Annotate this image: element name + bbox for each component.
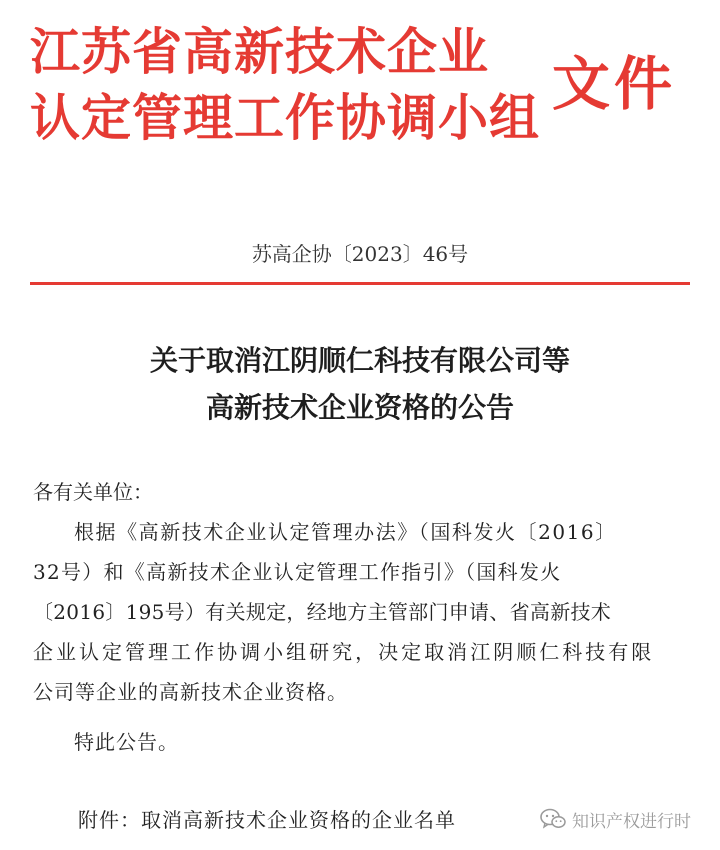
wechat-icon: [540, 808, 566, 830]
body-paragraph-line: 〔2016〕195号）有关规定，经地方主管部门申请、省高新技术: [33, 600, 612, 624]
document-number: 苏高企协〔2023〕46号: [251, 242, 469, 266]
body-paragraph-line: 企业认定管理工作协调小组研究，决定取消江阴顺仁科技有限: [33, 640, 655, 664]
announcement-title-line-1: 关于取消江阴顺仁科技有限公司等: [149, 344, 570, 377]
header-title-line-1: 江苏省高新技术企业: [30, 23, 489, 81]
closing-statement: 特此公告。: [74, 730, 179, 754]
header-title-suffix: 文件: [552, 50, 677, 118]
salutation: 各有关单位：: [33, 480, 153, 504]
body-paragraph-line: 根据《高新技术企业认定管理办法》（国科发火〔2016〕: [74, 520, 617, 544]
red-divider: [30, 282, 690, 285]
announcement-title-line-2: 高新技术企业资格的公告: [205, 391, 514, 424]
body-paragraph-line: 公司等企业的高新技术企业资格。: [33, 680, 348, 704]
header-title-line-2: 认定管理工作协调小组: [30, 89, 540, 147]
attachment-line: 附件：取消高新技术企业资格的企业名单: [78, 808, 456, 832]
body-paragraph-line: 32号）和《高新技术企业认定管理工作指引》（国科发火: [33, 560, 562, 584]
watermark-text: 知识产权进行时: [572, 811, 691, 832]
watermark: [540, 806, 691, 832]
